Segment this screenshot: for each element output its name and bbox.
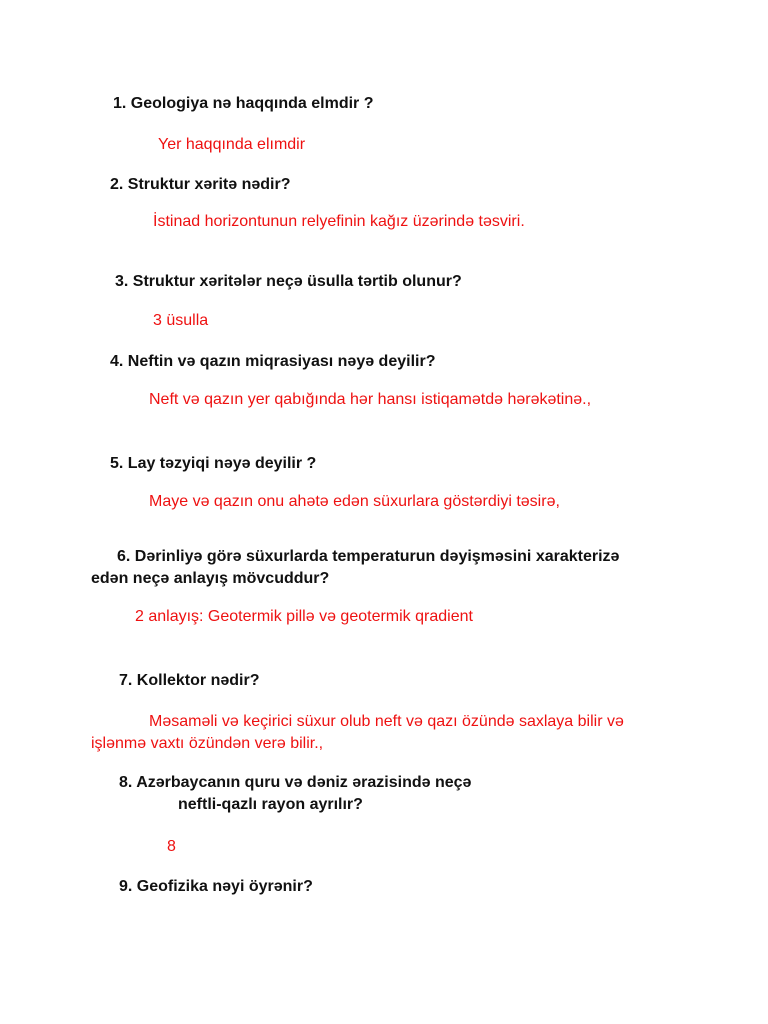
answer-2: İstinad horizontunun relyefinin kağız üzərində təsviri. (153, 213, 525, 230)
answer-7-line-1: Məsaməli və keçirici süxur olub neft və qazı özündə saxlaya bilir və (149, 713, 624, 730)
answer-7-line-2: işlənmə vaxtı özündən verə bilir., (91, 735, 324, 752)
answer-6: 2 anlayış: Geotermik pillə və geotermik qradient (135, 608, 473, 625)
answer-4: Neft və qazın yer qabığında hər hansı istiqamətdə hərəkətinə., (149, 391, 592, 408)
answer-1: Yer haqqında elımdir (158, 136, 306, 153)
answer-3: 3 üsulla (153, 312, 209, 329)
question-7: 7. Kollektor nədir? (119, 672, 260, 689)
question-9: 9. Geofizika nəyi öyrənir? (119, 878, 313, 895)
question-8-line-1: 8. Azərbaycanın quru və dəniz ərazisində neçə (119, 774, 472, 791)
question-3: 3. Struktur xəritələr neçə üsulla tərtib olunur? (115, 273, 462, 290)
answer-5: Maye və qazın onu ahətə edən süxurlara göstərdiyi təsirə, (149, 493, 560, 510)
answer-8: 8 (167, 838, 176, 855)
question-8-line-2: neftli-qazlı rayon ayrılır? (178, 796, 363, 813)
question-5: 5. Lay təzyiqi nəyə deyilir ? (110, 455, 317, 472)
question-1: 1. Geologiya nə haqqında elmdir ? (113, 95, 374, 112)
question-6-line-2: edən neçə anlayış mövcuddur? (91, 570, 330, 587)
question-2: 2. Struktur xəritə nədir? (110, 176, 291, 193)
question-6-line-1: 6. Dərinliyə görə süxurlarda temperaturun dəyişməsini xarakterizə (117, 548, 620, 565)
question-4: 4. Neftin və qazın miqrasiyası nəyə deyilir? (110, 353, 436, 370)
